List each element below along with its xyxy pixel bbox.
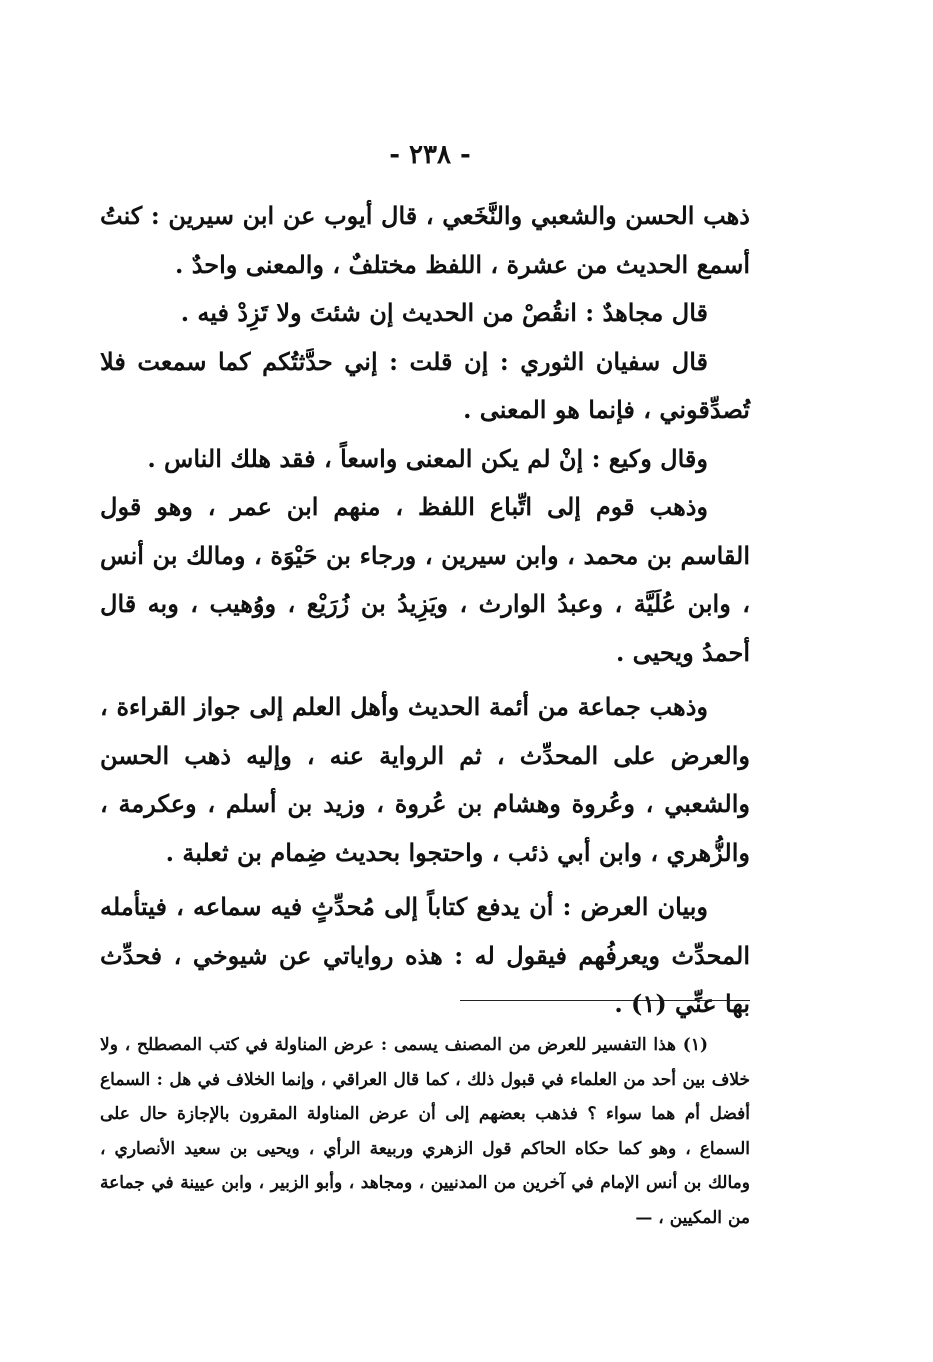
paragraph: وبيان العرض : أن يدفع كتاباً إلى مُحدِّثٍ فيه سماعه ، فيتأمله المحدِّث ويعرفُهم فيقول له : هذه رواياتي عن شيوخي ، فحدِّث بها عنِّي (١) . [100,892,750,1018]
main-text [100,192,750,1029]
paragraph: ذهب الحسن والشعبي والنَّخَعي ، قال أيوب عن ابن سيرين : كنتُ أسمع الحديث من عشرة ، اللفظ مختلفٌ ، والمعنى واحدٌ . [100,201,750,279]
footnote: (١) هذا التفسير للعرض من المصنف يسمى : عرض المناولة في كتب المصطلح ، ولا خلاف بين أحد من العلماء في قبول ذلك ، كما قال العراقي ، وإنما الخلاف في هل : السماع أفضل أم هما سواء ؟ فذهب بعضهم إلى أن عرض المناولة المقرون بالإجازة حال على السماع ، وهو كما حكاه الحاكم قول الزهري وربيعة الرأي ، ويحيى بن سعيد الأنصاري ، ومالك بن أنس الإمام في آخرين من المدنيين ، ومجاهد ، وأبو الزبير ، وابن عيينة في جماعة من المكيين ، — [100,1035,750,1228]
paragraph: قال مجاهدٌ : انقُصْ من الحديث إن شئتَ ولا تَزِدْ فيه . [180,298,708,327]
paragraph: وذهب جماعة من أئمة الحديث وأهل العلم إلى جواز القراءة ، والعرض على المحدِّث ، ثم الرواية عنه ، وإليه ذهب الحسن والشعبي ، وعُروة وهشام بن عُروة ، وزيد بن أسلم ، وعكرمة ، والزُّهري ، وابن أبي ذئب ، واحتجوا بحديث ضِمام بن ثعلبة . [100,692,750,867]
footnotes [100,1028,750,1235]
paragraph: قال سفيان الثوري : إن قلت : إني حدَّثتُكم كما سمعت فلا تُصدِّقوني ، فإنما هو المعنى . [100,346,750,424]
footnote-separator [460,1000,750,1001]
page-number: - ٢٣٨ - [389,140,471,170]
paragraph: وذهب قوم إلى اتِّباع اللفظ ، منهم ابن عمر ، وهو قول القاسم بن محمد ، وابن سيرين ، ورجاء بن حَيْوَة ، ومالك بن أنس ، وابن عُلَيَّة ، وعبدُ الوارث ، ويَزِيدُ بن زُرَيْع ، ووُهيب ، وبه قال أحمدُ ويحيى . [100,492,750,667]
paragraph: وقال وكيع : إنْ لم يكن المعنى واسعاً ، فقد هلك الناس . [147,443,708,473]
